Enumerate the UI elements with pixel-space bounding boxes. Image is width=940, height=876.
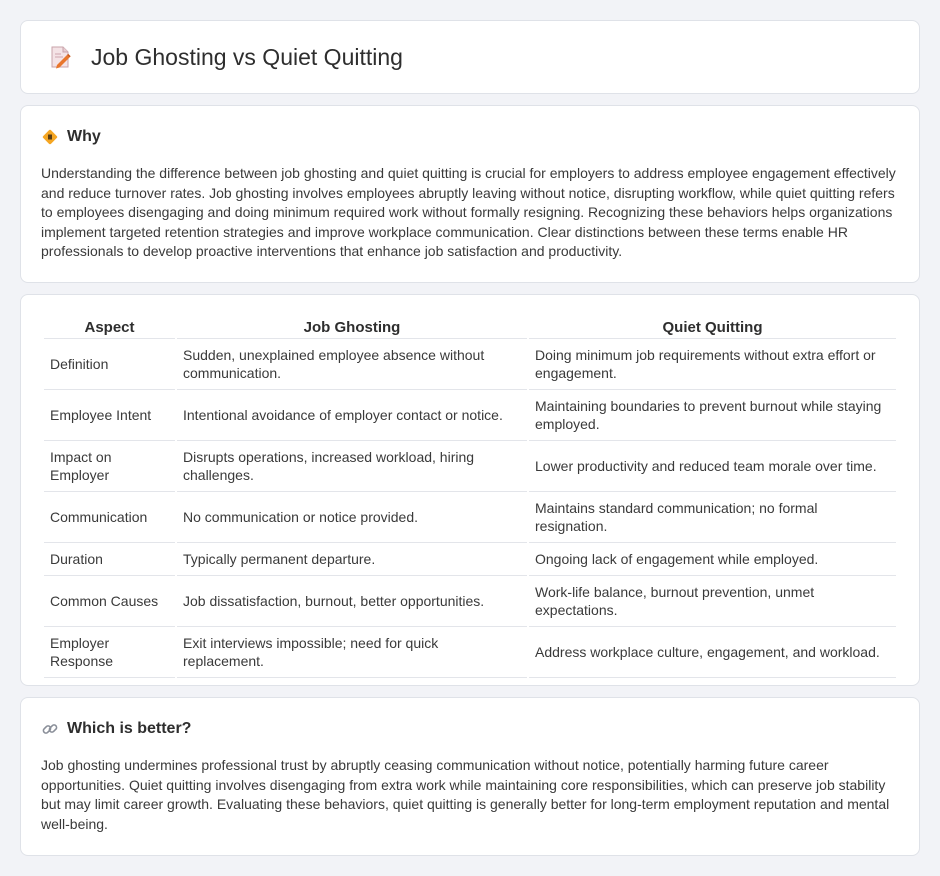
quiet-quitting-cell: Doing minimum job requirements without extra effort or engagement. [529, 339, 896, 390]
table-row [44, 543, 896, 576]
why-section [20, 105, 920, 283]
table-row [44, 339, 896, 390]
quiet-quitting-cell: Ongoing lack of engagement while employed. [529, 543, 896, 576]
header-job-ghosting: Job Ghosting [177, 315, 527, 339]
page-title: Job Ghosting vs Quiet Quitting [91, 43, 403, 70]
quiet-quitting-cell: Maintaining boundaries to prevent burnout while staying employed. [529, 390, 896, 441]
table-row [44, 492, 896, 543]
quiet-quitting-cell: Work-life balance, burnout prevention, unmet expectations. [529, 576, 896, 627]
aspect-cell: Duration [44, 543, 175, 576]
job-ghosting-cell: Job dissatisfaction, burnout, better opportunities. [177, 576, 527, 627]
why-section-header [41, 128, 899, 146]
job-ghosting-cell: Exit interviews impossible; need for quick replacement. [177, 627, 527, 678]
job-ghosting-cell: Intentional avoidance of employer contact or notice. [177, 390, 527, 441]
header-aspect: Aspect [44, 315, 175, 339]
table-row [44, 441, 896, 492]
aspect-cell: Common Causes [44, 576, 175, 627]
title-card [20, 20, 920, 94]
comparison-table-card [20, 294, 920, 686]
table-row [44, 576, 896, 627]
job-ghosting-cell: No communication or notice provided. [177, 492, 527, 543]
better-heading: Which is better? [67, 720, 192, 737]
job-ghosting-cell: Sudden, unexplained employee absence without communication. [177, 339, 527, 390]
diamond-sign-icon [41, 128, 59, 146]
comparison-table [42, 315, 898, 678]
which-is-better-section [20, 697, 920, 856]
aspect-cell: Employer Response [44, 627, 175, 678]
job-ghosting-cell: Disrupts operations, increased workload, hiring challenges. [177, 441, 527, 492]
quiet-quitting-cell: Lower productivity and reduced team morale over time. [529, 441, 896, 492]
table-header-row [44, 315, 896, 339]
aspect-cell: Employee Intent [44, 390, 175, 441]
quiet-quitting-cell: Address workplace culture, engagement, and workload. [529, 627, 896, 678]
document-pencil-icon [47, 44, 73, 70]
aspect-cell: Impact on Employer [44, 441, 175, 492]
better-body: Job ghosting undermines professional trust by abruptly ceasing communication without notice, potentially harming future career opportunities. Quiet quitting involves disengaging from extra work while maintaining core responsibilities, which can preserve job stability but may limit career growth. Evaluating these behaviors, quiet quitting is generally better for long-term employment reputation and mental well-being. [41, 757, 890, 832]
why-heading: Why [67, 128, 101, 145]
aspect-cell: Communication [44, 492, 175, 543]
why-body: Understanding the difference between job ghosting and quiet quitting is crucial for employers to address employee engagement effectively and reduce turnover rates. Job ghosting involves employees abruptly leaving without notice, disrupting workflow, while quiet quitting refers to employees disengaging and doing minimum required work without formally resigning. Recognizing these behaviors helps organizations implement targeted retention strategies and improve workplace communication. Clear distinctions between these terms enable HR professionals to develop proactive interventions that enhance job satisfaction and productivity. [41, 165, 896, 259]
aspect-cell: Definition [44, 339, 175, 390]
job-ghosting-cell: Typically permanent departure. [177, 543, 527, 576]
quiet-quitting-cell: Maintains standard communication; no formal resignation. [529, 492, 896, 543]
header-quiet-quitting: Quiet Quitting [529, 315, 896, 339]
table-row [44, 390, 896, 441]
link-icon [41, 720, 59, 738]
table-row [44, 627, 896, 678]
better-section-header [41, 720, 899, 738]
